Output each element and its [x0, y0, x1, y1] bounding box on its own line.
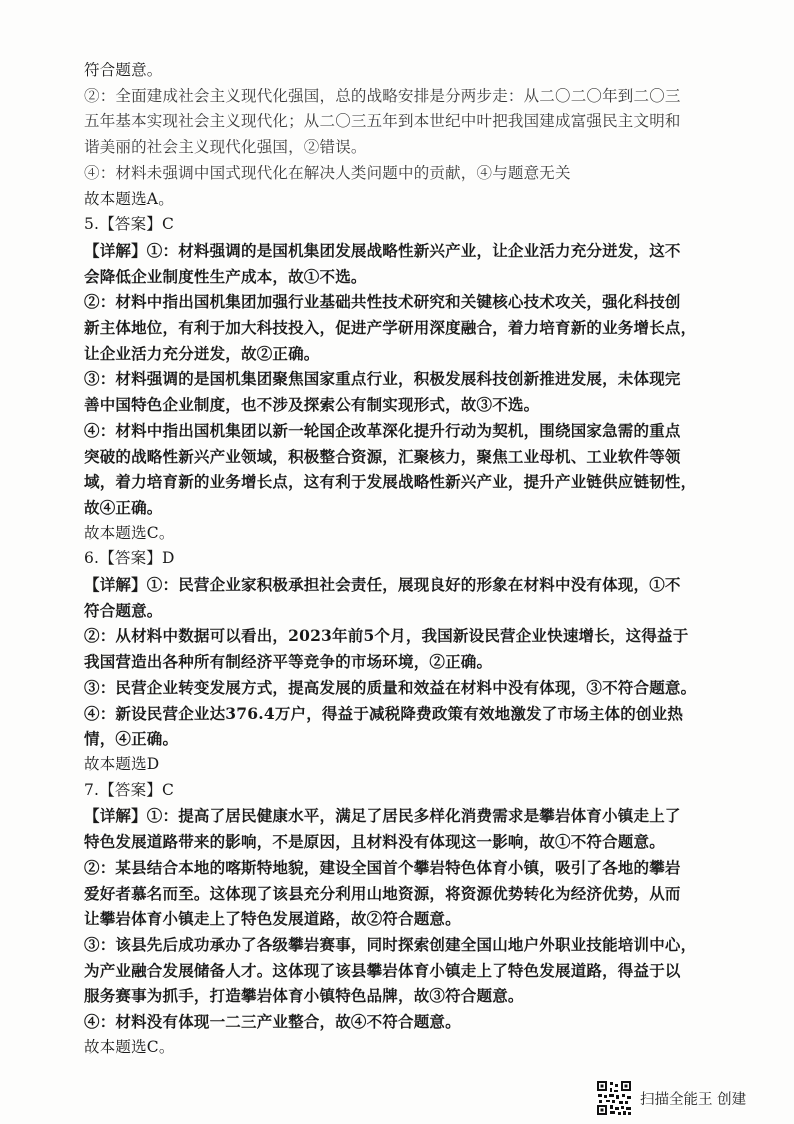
text-line: 为产业融合发展储备人才。这体现了该县攀岩体育小镇走上了特色发展道路，得益于以	[84, 960, 681, 980]
text-line: 故本题选C。	[84, 1037, 175, 1056]
text-line: 故本题选D	[84, 754, 160, 773]
text-line: ②：某县结合本地的喀斯特地貌，建设全国首个攀岩特色体育小镇，吸引了各地的攀岩	[84, 857, 681, 877]
text-line: 【详解】①：提高了居民健康水平，满足了居民多样化消费需求是攀岩体育小镇走上了	[84, 806, 681, 826]
text-line: 【详解】①：民营企业家积极承担社会责任，展现良好的形象在材料中没有体现，①不	[84, 575, 681, 595]
text-line: 域，着力培育新的业务增长点，这有利于发展战略性新兴产业，提升产业链供应链韧性，	[84, 472, 697, 492]
text-line: ②：全面建成社会主义现代化强国，总的战略安排是分两步走：从二〇二〇年到二〇三	[84, 86, 681, 105]
text-line: 五年基本实现社会主义现代化；从二〇三五年到本世纪中叶把我国建成富强民主文明和	[84, 112, 681, 131]
text-line: 爱好者慕名而至。这体现了该县充分利用山地资源，将资源优势转化为经济优势，从而	[84, 883, 681, 903]
scanner-watermark	[596, 1078, 776, 1118]
text-line: 情，④正确。	[84, 729, 179, 749]
text-line: ④：新设民营企业达376.4万户，得益于减税降费政策有效地激发了市场主体的创业热	[84, 703, 684, 723]
text-line: 善中国特色企业制度，也不涉及探索公有制实现形式，故③不选。	[84, 395, 540, 415]
watermark-text: 扫描全能王 创建	[640, 1091, 747, 1108]
text-line: 让攀岩体育小镇走上了特色发展道路，故②符合题意。	[84, 909, 461, 929]
text-line: ②：从材料中数据可以看出，2023年前5个月，我国新设民营企业快速增长，这得益于	[84, 626, 689, 646]
text-line: 【详解】①：材料强调的是国机集团发展战略性新兴产业，让企业活力充分迸发，这不	[84, 240, 681, 260]
text-line: 我国营造出各种所有制经济平等竞争的市场环境，②正确。	[84, 652, 493, 672]
text-line: 故④正确。	[84, 497, 163, 517]
qr-code-icon	[596, 1080, 632, 1116]
text-line: 新主体地位，有利于加大科技投入，促进产学研用深度融合，着力培育新的业务增长点，	[84, 318, 697, 338]
text-line: 6.【答案】D	[84, 549, 175, 568]
text-line: 服务赛事为抓手，打造攀岩体育小镇特色品牌，故③符合题意。	[84, 986, 524, 1006]
text-line: ④：材料中指出国机集团以新一轮国企改革深化提升行动为契机，围绕国家急需的重点	[84, 420, 681, 440]
text-line: ③：材料强调的是国机集团聚焦国家重点行业，积极发展科技创新推进发展，未体现完	[84, 369, 681, 389]
text-line: 特色发展道路带来的影响，不是原因，且材料没有体现这一影响，故①不符合题意。	[84, 832, 665, 852]
text-line: 突破的战略性新兴产业领域，积极整合资源，汇聚核力，聚焦工业母机、工业软件等领	[84, 446, 681, 466]
text-line: 5.【答案】C	[84, 215, 175, 234]
text-line: ③：民营企业转变发展方式，提高发展的质量和效益在材料中没有体现，③不符合题意。	[84, 677, 697, 697]
text-line: 故本题选A。	[84, 189, 174, 208]
text-line: 让企业活力充分迸发，故②正确。	[84, 343, 320, 363]
text-line: ③：该县先后成功承办了各级攀岩赛事，同时探索创建全国山地户外职业技能培训中心，	[84, 934, 697, 954]
text-line: 7.【答案】C	[84, 780, 175, 799]
document-body	[84, 58, 724, 1060]
text-line: 符合题意。	[84, 600, 163, 620]
text-line: 谐美丽的社会主义现代化强国，②错误。	[84, 138, 367, 157]
text-line: ②：材料中指出国机集团加强行业基础共性技术研究和关键核心技术攻关，强化科技创	[84, 292, 681, 312]
text-line: 故本题选C。	[84, 523, 175, 542]
text-line: ④：材料没有体现一二三产业整合，故④不符合题意。	[84, 1012, 461, 1032]
text-line: 符合题意。	[84, 61, 163, 79]
text-line: 会降低企业制度性生产成本，故①不选。	[84, 266, 367, 286]
text-line: ④：材料未强调中国式现代化在解决人类问题中的贡献，④与题意无关	[84, 163, 571, 182]
